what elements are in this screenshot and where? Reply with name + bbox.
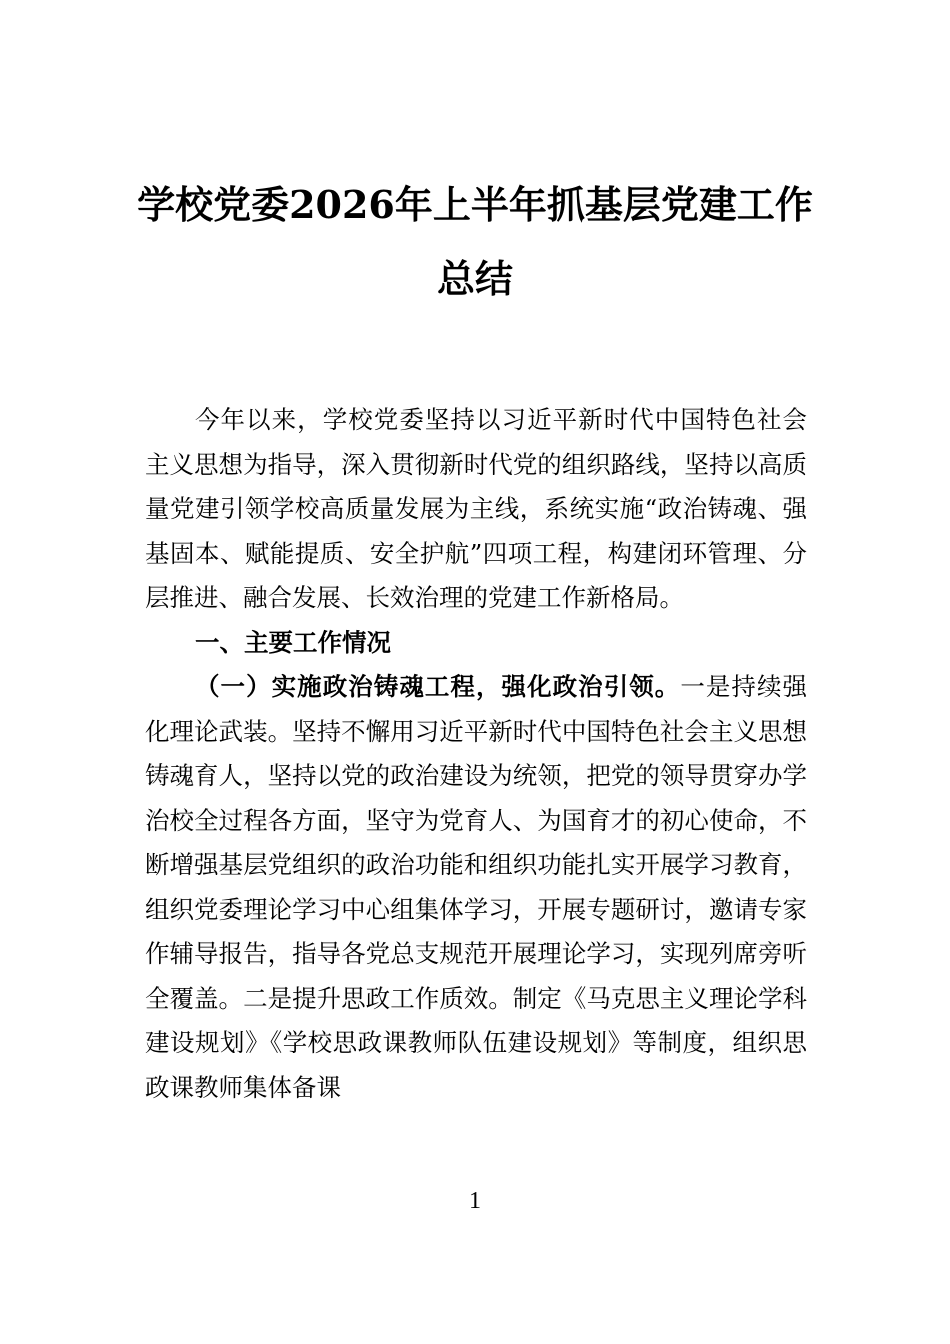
section-heading: 一、主要工作情况 [195, 627, 391, 657]
intro-paragraph: 今年以来，学校党委坚持以习近平新时代中国特色社会主义思想为指导，深入贯彻新时代党的组织路线，坚持以高质量党建引领学校高质量发展为主线，系统实施“政治铸魂、强基固本、赋能提质、安全护航”四项工程，构建闭环管理、分层推进、融合发展、长效治理的党建工作新格局。 [145, 405, 807, 612]
subsection-text: 一是持续强化理论武装。坚持不懈用习近平新时代中国特色社会主义思想铸魂育人，坚持以党的政治建设为统领，把党的领导贯穿办学治校全过程各方面，坚守为党育人、为国育才的初心使命，不断增强基层党组织的政治功能和组织功能扎实开展学习教育，组织党委理论学习中心组集体学习，开展专题研讨，邀请专家作辅导报告，指导各党总支规范开展理论学习，实现列席旁听全覆盖。二是提升思政工作质效。制定《马克思主义理论学科建设规划》《学校思政课教师队伍建设规划》等制度，组织思政课教师集体备课 [145, 672, 808, 1102]
document-body [145, 398, 807, 1110]
document-title: 学校党委2026年上半年抓基层党建工作总结 [137, 182, 813, 301]
subsection-paragraph [145, 665, 807, 1110]
page-number: 1 [469, 1188, 481, 1214]
subsection-heading: （一）实施政治铸魂工程，强化政治引领。 [195, 672, 681, 701]
